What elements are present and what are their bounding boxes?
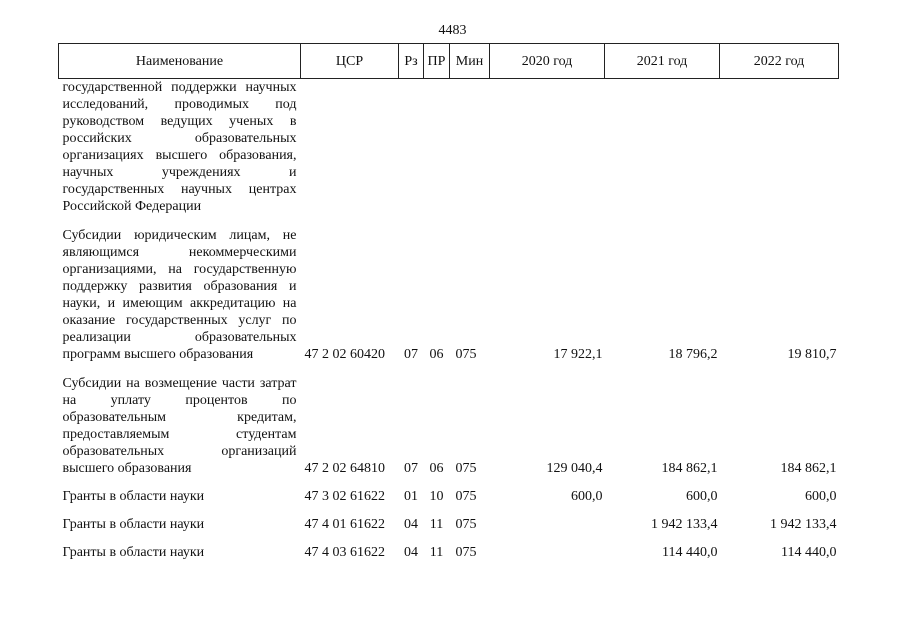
row-min (450, 79, 490, 216)
row-2020: 129 040,4 (546, 461, 603, 476)
row-csr (301, 79, 399, 216)
header-pr: ПР (424, 44, 450, 79)
row-2021: 18 796,2 (668, 347, 718, 362)
row-pr: 10 (429, 489, 444, 504)
page-number: 4483 (438, 23, 467, 38)
row-min: 075 (455, 517, 477, 532)
row-2020: 600,0 (571, 489, 603, 504)
row-2020 (490, 516, 605, 533)
row-2022 (720, 79, 839, 216)
table-row (59, 488, 839, 505)
row-min: 075 (455, 461, 477, 476)
row-2021 (605, 79, 720, 216)
header-2021: 2021 год (605, 44, 720, 79)
row-csr: 47 2 02 64810 (304, 461, 385, 476)
row-rz: 01 (404, 489, 418, 504)
row-name: государственной поддержки научных исследований, проводимых под руководством ведущих ученых в российских образовательных организациях высшего образования, научных учреждениях и государственных научных центрах Российской Федерации (62, 80, 297, 214)
row-rz: 04 (404, 545, 418, 560)
row-2021: 184 862,1 (661, 461, 718, 476)
row-csr: 47 4 01 61622 (304, 517, 385, 532)
row-2022: 600,0 (805, 489, 837, 504)
row-csr: 47 2 02 60420 (304, 347, 385, 362)
table-row (59, 516, 839, 533)
row-2021: 1 942 133,4 (651, 517, 718, 532)
row-pr (424, 79, 450, 216)
row-2022: 114 440,0 (781, 545, 837, 560)
row-2022: 1 942 133,4 (770, 517, 837, 532)
row-rz (399, 79, 424, 216)
row-name: Гранты в области науки (62, 517, 205, 532)
row-2022: 184 862,1 (780, 461, 837, 476)
table-header (59, 44, 839, 79)
header-2022: 2022 год (720, 44, 839, 79)
row-pr: 11 (429, 545, 444, 560)
header-2020: 2020 год (490, 44, 605, 79)
row-pr: 11 (429, 517, 444, 532)
header-csr: ЦСР (301, 44, 399, 79)
row-rz: 07 (404, 347, 418, 362)
table-row (59, 375, 839, 477)
row-2020 (490, 79, 605, 216)
header-min: Мин (450, 44, 490, 79)
header-name: Наименование (59, 44, 301, 79)
table-row (59, 227, 839, 363)
row-2020: 17 922,1 (553, 347, 603, 362)
row-name: Субсидии на возмещение части затрат на уплату процентов по образовательным кредитам, предоставляемым студентам образовательных организаций высшего образования (62, 376, 297, 476)
row-2021: 114 440,0 (662, 545, 718, 560)
row-min: 075 (455, 347, 477, 362)
row-csr: 47 4 03 61622 (304, 545, 385, 560)
row-min: 075 (455, 545, 477, 560)
table-row (59, 544, 839, 561)
row-name: Гранты в области науки (62, 545, 205, 560)
row-min: 075 (455, 489, 477, 504)
table-row (59, 79, 839, 216)
header-rz: Рз (399, 44, 424, 79)
row-csr: 47 3 02 61622 (304, 489, 385, 504)
row-rz: 07 (404, 461, 418, 476)
row-name: Субсидии юридическим лицам, не являющимся некоммерческими организациями, на государственную поддержку развития образования и науки, и имеющим аккредитацию на оказание государственных услуг по реализации образовательных программ высшего образования (62, 228, 297, 362)
row-rz: 04 (404, 517, 418, 532)
budget-table (58, 43, 839, 561)
row-pr: 06 (429, 461, 444, 476)
row-2022: 19 810,7 (787, 347, 837, 362)
row-pr: 06 (429, 347, 444, 362)
row-name: Гранты в области науки (62, 489, 205, 504)
row-2020 (490, 544, 605, 561)
row-2021: 600,0 (686, 489, 718, 504)
